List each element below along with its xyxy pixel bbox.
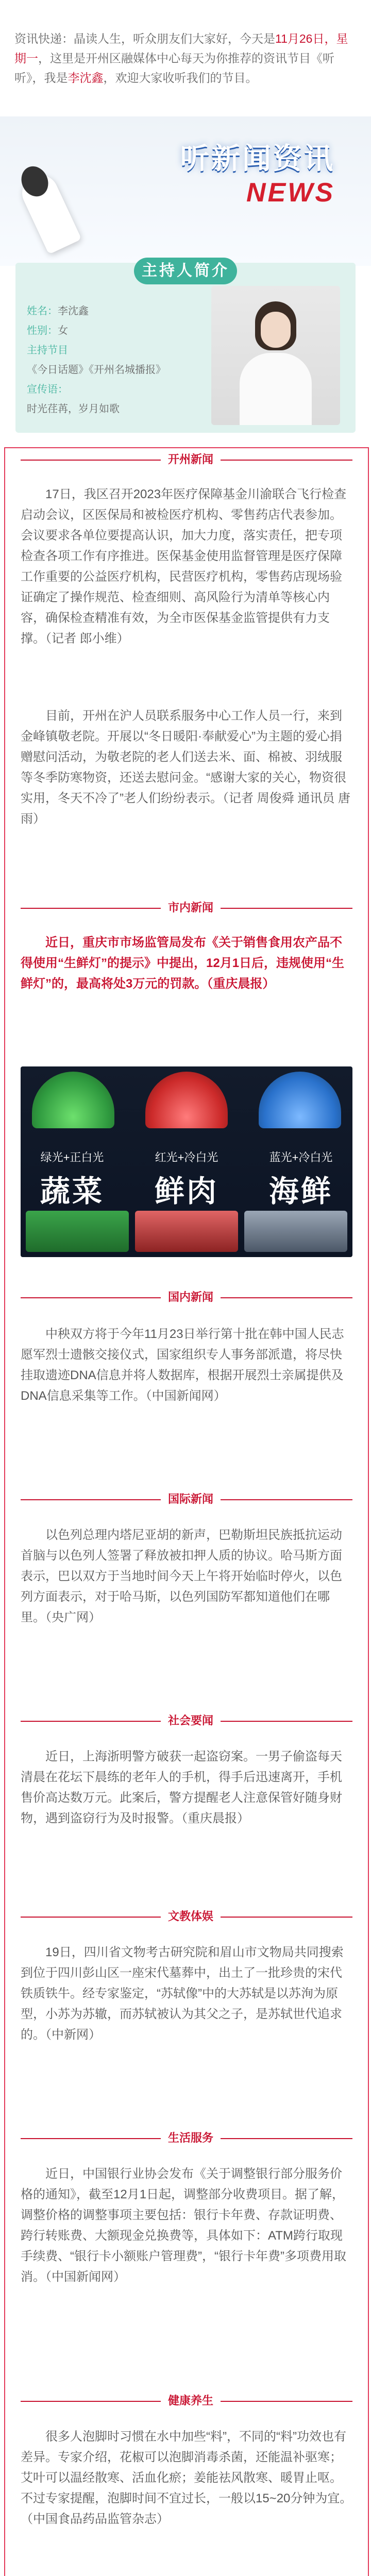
section-tag-domestic: 国内新闻 — [161, 1287, 221, 1308]
health-paragraph: 很多人泡脚时习惯在水中加些“料”，不同的“料”功效也有差异。专家介绍，花椒可以泡脚消毒杀菌，还能温补驱寒；艾叶可以温经散寒、活血化瘀；姜能祛风散寒、暖胃止呕。不过专家提醒，泡脚时间不宜过长，一般以15~20分钟为宜。（中国食品药品监管杂志） — [21, 2430, 352, 2526]
host-line-name: 姓名：李沈鑫 — [27, 306, 89, 317]
host-line-slogan: 时光荏苒，岁月如歌 — [27, 403, 120, 415]
lamp-word-seafood: 海鲜 — [268, 1175, 333, 1208]
international-news-paragraph: 以色列总理内塔尼亚胡的新声，巴勒斯坦民族抵抗运动首脑与以色列人签署了释放被扣押人质的协议。哈马斯方面表示，巴以双方于当地时间今天上午将开始临时停火，以色列方面表示，对于哈马斯，以色列国防军都知道他们在哪里。（央广网） — [21, 1528, 342, 1624]
domestic-news-paragraph: 中秧双方将于今年11月23日举行第十批在韩中国人民志愿军烈士遗骸交接仪式，国家组织专人事务部派遣，将尽快挂取遗迹DNA信息并将人数据库，根据开展烈士亲属提供及DNA信息采集等工作。（中国新闻网） — [21, 1327, 344, 1403]
host-line-slogan-label: 宣传语： — [27, 384, 68, 395]
fresh-lamp-image — [21, 1066, 352, 1257]
section-tag-city: 市内新闻 — [161, 897, 221, 918]
banner-title-en: NEWS — [246, 178, 335, 208]
green-lamp-icon — [32, 1072, 114, 1128]
host-line-programs-label: 主持节目 — [27, 345, 68, 356]
intro-post: ，欢迎大家收听我们的节目。 — [103, 71, 258, 84]
local-news-paragraph-2: 目前，开州在沪人员联系服务中心工作人员一行，来到金峰镇敬老院。开展以“冬日暖阳·奉献爱心”为主题的爱心捐赠慰问活动，为敬老院的老人们送去米、面、棉被、羽绒服等冬季防寒物资，还送去慰问金。“感谢大家的关心，物资很实用，冬天不冷了”老人们纷纷表示。（记者 周俊舜 通讯员 唐雨） — [21, 709, 350, 826]
host-line-gender: 性别：女 — [27, 325, 68, 336]
section-tag-international: 国际新闻 — [161, 1489, 221, 1510]
intro-date: 11月26日，星期一 — [14, 32, 348, 65]
local-news-paragraph-1: 17日，我区召开2023年医疗保障基金川渝联合飞行检查启动会议，区医保局和被检医疗机构、零售药店代表参加。会议要求各单位要提高认识，加大力度，落实责任，把专项检查各项工作有序推进。医保基金使用监督管理是医疗保障工作重要的公益医疗机构，民营医疗机构，零售药店现场验证确定了操作规范、检查细则、高风险行为清单等核心内容，确保检查精准有效，为全市医保基金监管提供有力支撑。（记者 郎小维） — [21, 487, 347, 646]
section-tag-local: 开州新闻 — [161, 449, 221, 470]
news-banner — [0, 116, 371, 266]
life-service-paragraph: 近日，中国银行业协会发布《关于调整银行部分服务价格的通知》，截至12月1日起，调整部分收费项目。据了解，调整价格的调整事项主要包括：银行卡年费、存款证明费、跨行转账费、大额现金兑换费等，具体如下：ATM跨行取现手续费、“银行卡小额账户管理费”，“银行卡年费”多项费用取消。（中国新闻网） — [21, 2167, 346, 2284]
host-photo — [211, 286, 340, 425]
lamp-label-1: 绿光+正白光 — [40, 1151, 104, 1164]
microphone-icon — [16, 169, 82, 255]
section-tag-health: 健康养生 — [161, 2391, 221, 2411]
intro-host: 李沈鑫 — [68, 71, 104, 84]
intro-paragraph — [14, 29, 357, 88]
host-intro-header: 主持人简介 — [134, 258, 237, 284]
host-info — [27, 301, 171, 419]
blue-lamp-icon — [259, 1072, 341, 1128]
banner-title-cn: 听新闻资讯 — [180, 142, 335, 175]
intro-pre: 资讯快递：晶读人生，听众朋友们大家好，今天是 — [14, 32, 275, 45]
banner-title — [180, 136, 335, 208]
city-news-highlight: 近日，重庆市市场监管局发布《关于销售食用农产品不得使用“生鲜灯”的提示》中提出，12月1日后，违规使用“生鲜灯”的，最高将处3万元的罚款。（重庆晨报） — [21, 936, 345, 991]
section-tag-culture: 文教体娱 — [161, 1906, 221, 1927]
section-tag-life: 生活服务 — [161, 2128, 221, 2148]
seafood-image — [244, 1211, 347, 1252]
culture-news-paragraph: 19日，四川省文物考古研究院和眉山市文物局共同搜索到位于四川彭山区一座宋代墓葬中，出土了一批珍贵的宋代铁质铁牛。经专家鉴定，“苏轼像”中的大苏轼是以苏洵为原型，小苏为苏辙，而苏轼被认为其父之子，是苏轼世代追求的。（中新网） — [21, 1945, 344, 2042]
news-content-box — [4, 447, 369, 2576]
lamp-label-3: 蓝光+冷白光 — [269, 1151, 333, 1164]
society-news-paragraph: 近日，上海浙明警方破获一起盗窃案。一男子偷盗每天清晨在花坛下晨练的老年人的手机，得手后迅速离开，手机售价高达数万元。此案后，警方提醒老人注意保管好随身财物，遇到盗窃行为及时报警。（重庆晨报） — [21, 1750, 342, 1825]
host-intro-card — [15, 263, 356, 433]
lamp-word-meat: 鲜肉 — [154, 1175, 218, 1208]
meat-image — [135, 1211, 238, 1252]
red-lamp-icon — [145, 1072, 228, 1128]
host-line-programs: 《今日话题》《开州名城播报》 — [27, 364, 166, 376]
intro-mid: ，这里是开州区融媒体中心每天为你推荐的资讯节目《听听》，我是 — [14, 52, 334, 84]
vegetable-image — [26, 1211, 129, 1252]
section-tag-society: 社会要闻 — [161, 1710, 221, 1731]
lamp-word-vegetable: 蔬菜 — [40, 1175, 104, 1208]
lamp-label-2: 红光+冷白光 — [155, 1151, 218, 1164]
